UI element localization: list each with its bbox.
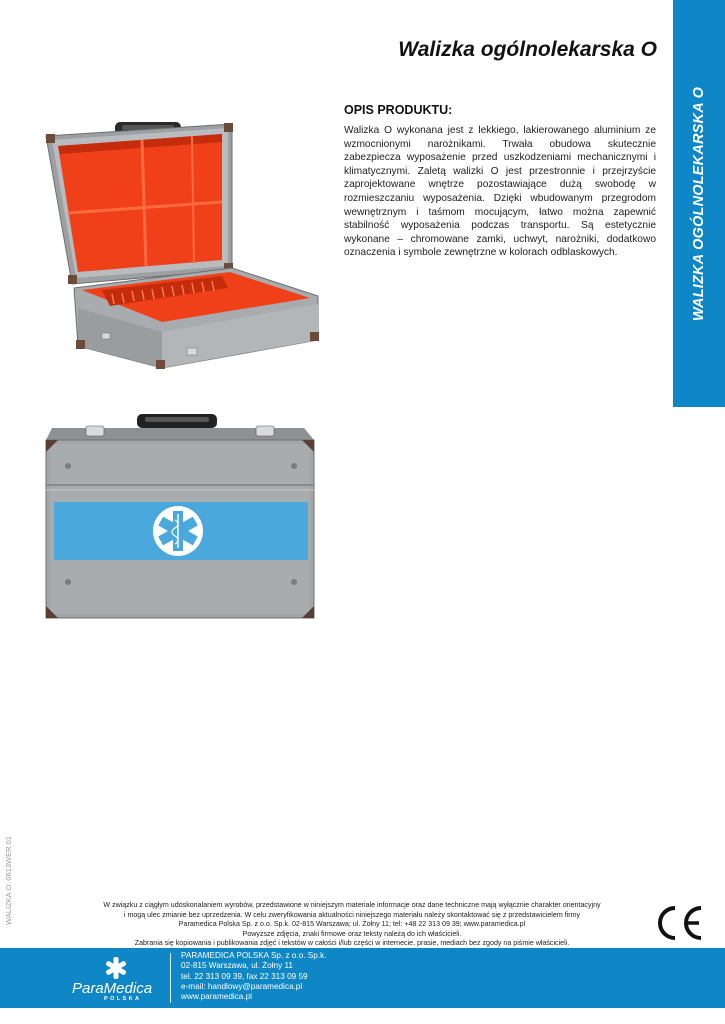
company-address: 02-815 Warszawa, ul. Żołny 11: [181, 961, 293, 971]
disclaimer-line: Zabrania się kopiowania i publikowania zdjęć i tekstów w całości i/lub części w internecie, prasie, mediach bez zgody na piśmie właścicieli.: [134, 939, 570, 948]
open-case-image: [42, 118, 322, 373]
footer-divider: [170, 953, 171, 1003]
document-code: WALIZKA O: 0613WER.01: [3, 835, 13, 925]
company-email-link[interactable]: e-mail: handlowy@paramedica.pl: [181, 981, 303, 991]
disclaimer-line: i mogą ulec zmianie bez uprzedzenia. W celu zweryfikowania aktualności niniejszego materiału należy skontaktować się z przedstawicielem firmy: [123, 910, 581, 919]
page-title: Walizka ogólnolekarska O: [398, 38, 657, 61]
disclaimer-line: Paramedica Polska Sp. z o.o. Sp.k. 02-815 Warszawa; ul. Żołny 11; tel: +48 22 313 09 39; www.paramedica.pl: [178, 920, 526, 929]
company-phone: tel. 22 313 09 39, fax 22 313 09 59: [181, 971, 308, 981]
ce-mark-icon: [655, 904, 705, 942]
logo-subtitle: POLSKA: [104, 996, 142, 1002]
disclaimer: [62, 901, 642, 949]
star-of-life-icon: [153, 506, 203, 556]
closed-case-image: [42, 410, 320, 622]
side-label: WALIZKA OGÓLNOLEKARSKA O: [691, 86, 708, 321]
side-label-container: [673, 0, 725, 407]
description-heading: OPIS PRODUKTU:: [344, 103, 453, 117]
document-code-container: [0, 820, 16, 940]
description-body: Walizka O wykonana jest z lekkiego, lakierowanego aluminium ze wzmocnionymi narożnikami. Trwała obudowa skutecznie zabezpiecza wyposażenie przed uszkodzeniami mechanicznymi i klimatycznymi. Zaletą walizki O jest przestronnie i przejrzyście zaprojektowane wnętrze pozostawiające dużą swobodę w rozmieszczaniu wyposażenia. Dzięki wbudowanym przegrodom wewnętrznym i taśmom mocującym, łatwo można zapewnić stabilność wyposażenia podczas transportu. Są estetycznie wykonane – chromowane zamki, uchwyt, narożniki, dodatkowo oznaczenia i symbole zewnętrzne w kolorach odblaskowych.: [344, 125, 656, 259]
disclaimer-line: Powyższe zdjęcia, znaki firmowe oraz teksty należą do ich właścicieli.: [242, 929, 462, 938]
contact-block: [181, 951, 326, 1002]
company-name: PARAMEDICA POLSKA Sp. z o.o. Sp.k.: [181, 951, 327, 960]
disclaimer-line: W związku z ciągłym udoskonalaniem wyrobów, przedstawione w niniejszym materiale informacje oraz dane techniczne mają wyłącznie charakter orientacyjny: [103, 901, 601, 909]
company-website-link[interactable]: www.paramedica.pl: [181, 992, 252, 1002]
logo-name: ParaMedica: [72, 980, 153, 997]
